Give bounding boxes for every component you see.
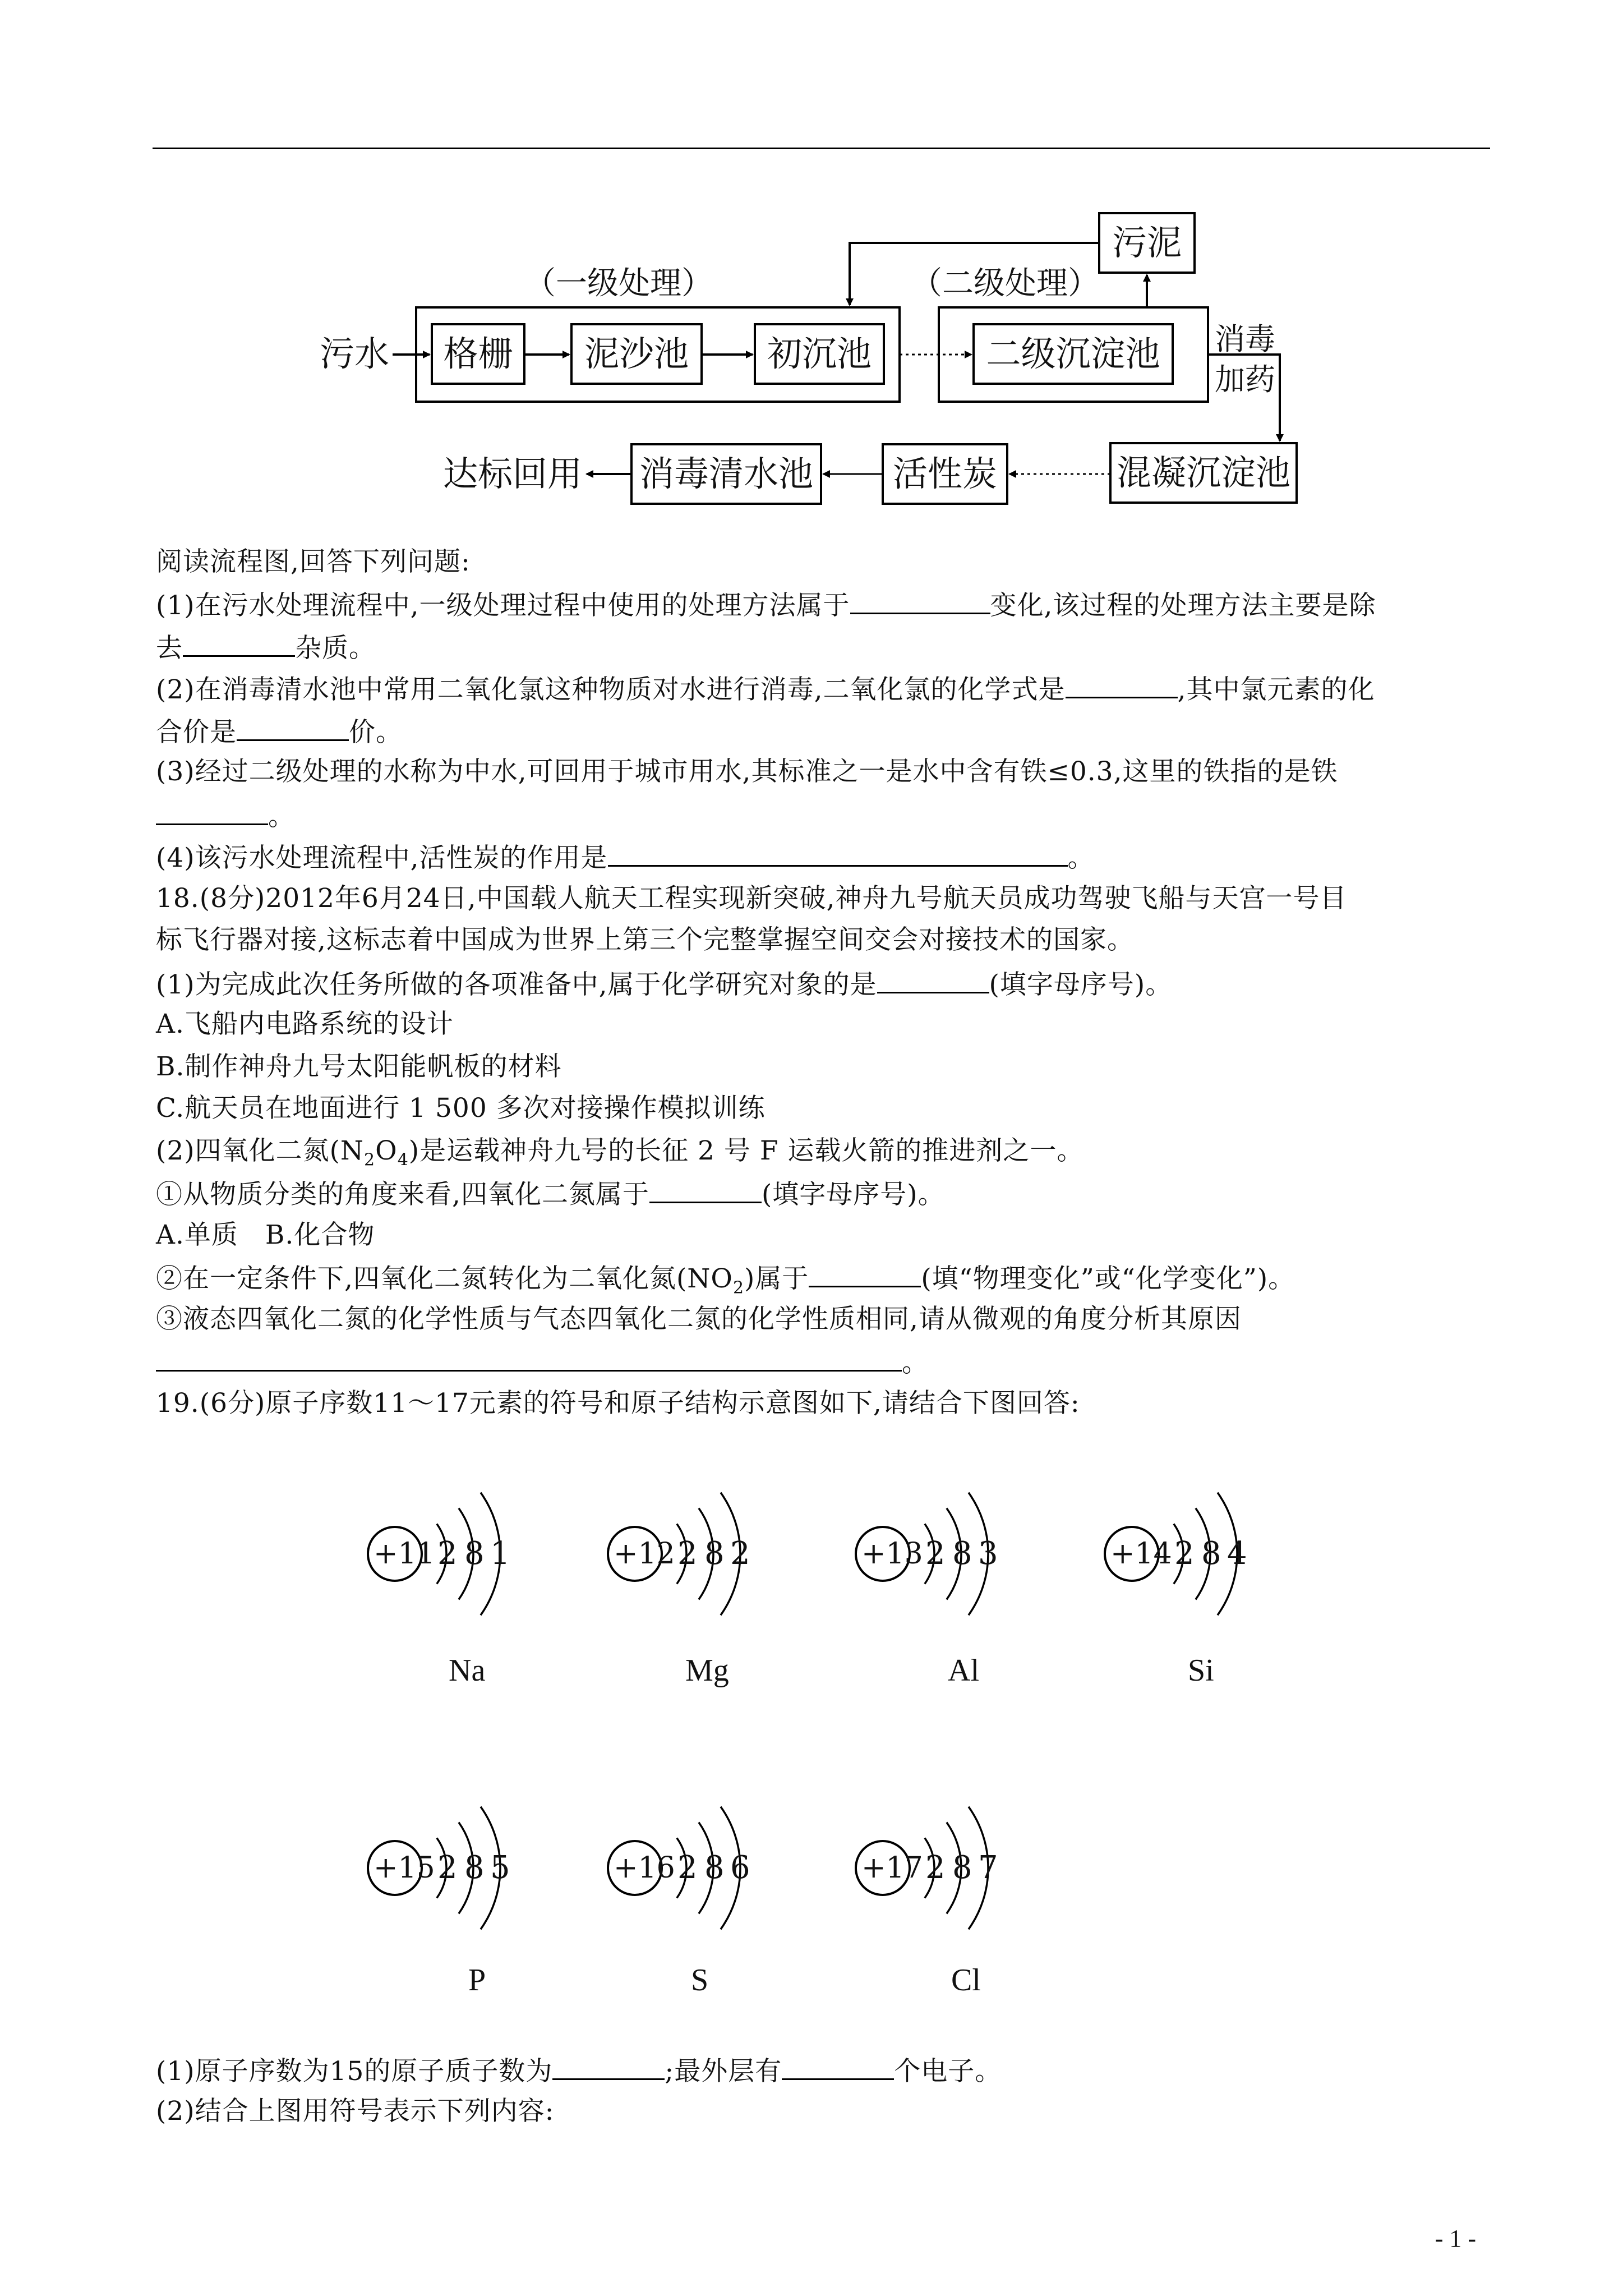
grit-tank-text: 泥沙池 bbox=[584, 333, 689, 374]
q17-blank-3[interactable] bbox=[1066, 674, 1178, 698]
q17-part4 bbox=[156, 843, 1095, 871]
shell-electron-count: 2 bbox=[437, 1849, 458, 1886]
q17-p2c: 合价是 bbox=[156, 717, 237, 748]
shell-electron-count: 8 bbox=[704, 1535, 725, 1572]
shell-electron-count: 8 bbox=[464, 1849, 485, 1886]
q17-p4b: 。 bbox=[1067, 843, 1095, 873]
q17-blank-4[interactable] bbox=[237, 717, 349, 741]
sewage-label: 污水 bbox=[320, 333, 390, 374]
page-number: - 1 - bbox=[1435, 2225, 1476, 2252]
q17-intro: 阅读流程图,回答下列问题: bbox=[156, 546, 471, 577]
atom-diagram-al bbox=[854, 1481, 1033, 1627]
atom-diagram-s bbox=[606, 1795, 785, 1941]
atom-diagram-cl bbox=[854, 1795, 1033, 1941]
q18-sub2 bbox=[156, 1263, 1295, 1296]
q19-part2: (2)结合上图用符号表示下列内容: bbox=[156, 2096, 555, 2127]
clear-pool-text: 消毒清水池 bbox=[639, 453, 813, 494]
nucleus-charge: +13 bbox=[861, 1537, 923, 1571]
shell-electron-count: 5 bbox=[490, 1849, 510, 1886]
q18-c1b: (填字母序号)。 bbox=[761, 1179, 945, 1210]
q18-stem-line2: 标飞行器对接,这标志着中国成为世界上第三个完整掌握空间交会对接技术的国家。 bbox=[156, 924, 1134, 955]
q17-part3-line2 bbox=[156, 801, 295, 830]
reuse-label: 达标回用 bbox=[443, 453, 583, 494]
q18-c1a: ①从物质分类的角度来看,四氧化二氮属于 bbox=[156, 1179, 649, 1210]
q17-p1a: (1)在污水处理流程中,一级处理过程中使用的处理方法属于 bbox=[156, 590, 850, 621]
shell-electron-count: 6 bbox=[730, 1849, 750, 1886]
q18-sub3: ③液态四氧化二氮的化学性质与气态四氧化二氮的化学性质相同,请从微观的角度分析其原因 bbox=[156, 1304, 1242, 1335]
q18-p2-mid: O bbox=[375, 1135, 398, 1166]
q18-sub1-options: A.单质 B.化合物 bbox=[156, 1220, 375, 1250]
shell-electron-count: 7 bbox=[978, 1849, 998, 1886]
atom-diagram-p bbox=[366, 1795, 545, 1941]
q17-p3b: 。 bbox=[268, 801, 295, 832]
shell-electron-count: 4 bbox=[1227, 1535, 1247, 1572]
q18-c2b: )属于 bbox=[744, 1263, 809, 1294]
shell-electron-count: 8 bbox=[952, 1849, 972, 1886]
shell-electron-count: 2 bbox=[677, 1535, 698, 1572]
q19-stem: 19.(6分)原子序数11～17元素的符号和原子结构示意图如下,请结合下图回答: bbox=[156, 1388, 1080, 1419]
secondary-treatment-label: （二级处理） bbox=[911, 265, 1099, 302]
q18-c2a: ②在一定条件下,四氧化二氮转化为二氧化氮(NO bbox=[156, 1263, 733, 1294]
q19-part1 bbox=[156, 2056, 1002, 2085]
sewage-treatment-flow-diagram bbox=[0, 0, 1623, 516]
q18-sub1 bbox=[156, 1179, 945, 1208]
q18-blank-1[interactable] bbox=[877, 969, 989, 993]
shell-electron-count: 2 bbox=[730, 1535, 750, 1572]
q18-stem-line1: 18.(8分)2012年6月24日,中国载人航天工程实现新突破,神舟九号航天员成功驾驶飞船与天宫一号目 bbox=[156, 883, 1347, 914]
nucleus-charge: +16 bbox=[614, 1851, 675, 1885]
disinfect-label-2: 加药 bbox=[1215, 362, 1275, 397]
q17-blank-2[interactable] bbox=[183, 633, 295, 657]
element-symbol-al: Al bbox=[948, 1653, 979, 1688]
q18-option-c: C.航天员在地面进行 1 500 多次对接操作模拟训练 bbox=[156, 1093, 766, 1124]
q18-p1b: (填字母序号)。 bbox=[989, 969, 1173, 1000]
atom-diagram-si bbox=[1103, 1481, 1282, 1627]
q18-p2-sub2: 4 bbox=[397, 1150, 409, 1170]
q18-part2 bbox=[156, 1135, 1084, 1170]
element-symbol-mg: Mg bbox=[685, 1653, 729, 1688]
shell-electron-count: 8 bbox=[704, 1849, 725, 1886]
q19-blank-2[interactable] bbox=[782, 2056, 894, 2080]
carbon-text: 活性炭 bbox=[892, 453, 997, 494]
q19-p1b: ;最外层有 bbox=[665, 2056, 782, 2087]
atom-diagram-na bbox=[366, 1481, 545, 1627]
q18-blank-3[interactable] bbox=[809, 1263, 921, 1287]
q18-p2-sub1: 2 bbox=[364, 1150, 376, 1170]
shell-electron-count: 2 bbox=[677, 1849, 698, 1886]
q18-p1a: (1)为完成此次任务所做的各项准备中,属于化学研究对象的是 bbox=[156, 969, 877, 1000]
q17-part2-line2 bbox=[156, 717, 403, 746]
element-symbol-s: S bbox=[691, 1963, 709, 1998]
atom-diagram-mg bbox=[606, 1481, 785, 1627]
shell-electron-count: 1 bbox=[490, 1535, 510, 1572]
q17-part2-line1 bbox=[156, 674, 1375, 703]
q19-p1a: (1)原子序数为15的原子质子数为 bbox=[156, 2056, 553, 2087]
q18-part1 bbox=[156, 969, 1172, 998]
nucleus-charge: +15 bbox=[374, 1851, 435, 1885]
q17-p1d: 杂质。 bbox=[295, 633, 376, 664]
q17-p1c: 去 bbox=[156, 633, 183, 664]
element-symbol-p: P bbox=[468, 1963, 486, 1998]
shell-electron-count: 2 bbox=[437, 1535, 458, 1572]
disinfect-label-1: 消毒 bbox=[1215, 321, 1275, 357]
primary-sed-text: 初沉池 bbox=[767, 333, 872, 374]
element-symbol-cl: Cl bbox=[951, 1963, 981, 1998]
nucleus-charge: +17 bbox=[861, 1851, 923, 1885]
q18-p2b: )是运载神舟九号的长征 2 号 F 运载火箭的推进剂之一。 bbox=[408, 1135, 1084, 1166]
shell-electron-count: 2 bbox=[1174, 1535, 1195, 1572]
q18-option-b: B.制作神舟九号太阳能帆板的材料 bbox=[156, 1051, 562, 1082]
q18-blank-4[interactable] bbox=[156, 1347, 902, 1372]
q19-blank-1[interactable] bbox=[552, 2056, 665, 2080]
q17-part1-line2 bbox=[156, 633, 376, 664]
shell-electron-count: 2 bbox=[925, 1849, 946, 1886]
q18-c2-sub: 2 bbox=[732, 1278, 745, 1298]
q18-sub3-answer bbox=[156, 1347, 929, 1376]
q17-p2a: (2)在消毒清水池中常用二氧化氯这种物质对水进行消毒,二氧化氯的化学式是 bbox=[156, 674, 1066, 705]
element-symbol-na: Na bbox=[449, 1653, 486, 1688]
q18-c2c: (填“物理变化”或“化学变化”)。 bbox=[921, 1263, 1295, 1294]
primary-treatment-label: （一级处理） bbox=[524, 265, 713, 302]
element-symbol-si: Si bbox=[1188, 1653, 1214, 1688]
q18-blank-2[interactable] bbox=[649, 1179, 762, 1203]
q19-p1c: 个电子。 bbox=[894, 2056, 1002, 2087]
q17-blank-1[interactable] bbox=[850, 590, 990, 614]
flow-diagram-lines bbox=[0, 0, 1623, 516]
shell-electron-count: 8 bbox=[952, 1535, 972, 1572]
q17-part1-line1 bbox=[156, 590, 1376, 619]
q17-blank-5[interactable] bbox=[156, 801, 268, 825]
secondary-sed-text: 二级沉淀池 bbox=[986, 333, 1160, 374]
q17-blank-6[interactable] bbox=[608, 843, 1068, 867]
nucleus-charge: +12 bbox=[614, 1537, 675, 1571]
grille-text: 格栅 bbox=[443, 333, 513, 374]
q18-p2a: (2)四氧化二氮(N bbox=[156, 1135, 365, 1166]
nucleus-charge: +14 bbox=[1110, 1537, 1172, 1571]
shell-electron-count: 8 bbox=[464, 1535, 485, 1572]
shell-electron-count: 3 bbox=[978, 1535, 998, 1572]
nucleus-charge: +11 bbox=[374, 1537, 435, 1571]
q17-p1b: 变化,该过程的处理方法主要是除 bbox=[990, 590, 1376, 621]
q18-c3end: 。 bbox=[902, 1347, 929, 1378]
q18-option-a: A.飞船内电路系统的设计 bbox=[156, 1009, 454, 1039]
q17-p4a: (4)该污水处理流程中,活性炭的作用是 bbox=[156, 843, 608, 873]
q17-part3-line1: (3)经过二级处理的水称为中水,可回用于城市用水,其标准之一是水中含有铁≤0.3,这里的铁指的是铁 bbox=[156, 756, 1338, 787]
coag-sed-text: 混凝沉淀池 bbox=[1116, 452, 1290, 493]
shell-electron-count: 2 bbox=[925, 1535, 946, 1572]
shell-electron-count: 8 bbox=[1201, 1535, 1221, 1572]
q17-p2b: ,其中氯元素的化 bbox=[1177, 674, 1375, 705]
q17-p2d: 价。 bbox=[349, 717, 403, 748]
sludge-text: 污泥 bbox=[1112, 222, 1182, 263]
